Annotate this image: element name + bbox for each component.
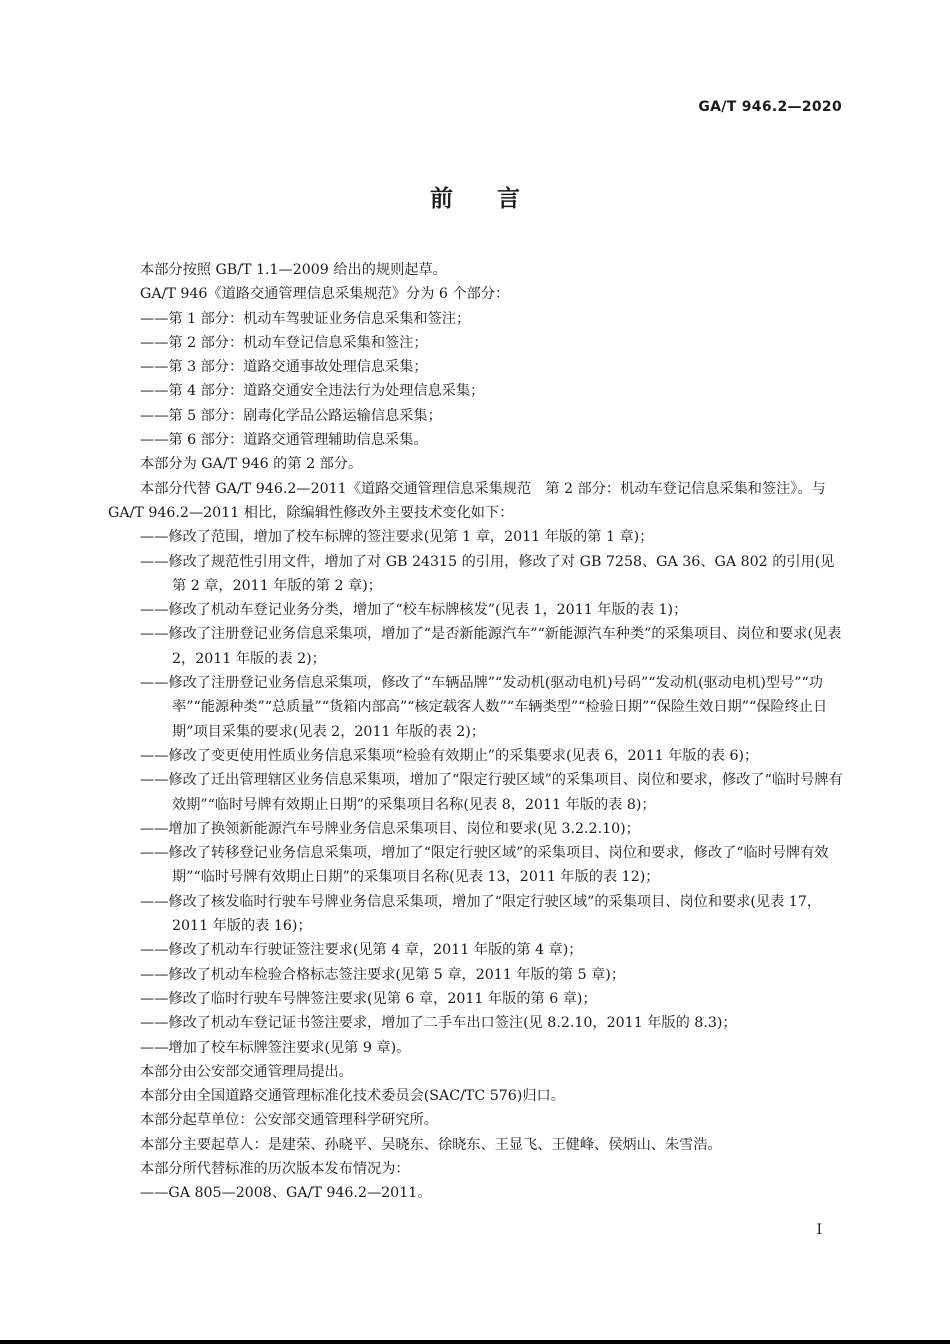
paragraph: GA/T 946《道路交通管理信息采集规范》分为 6 个部分： — [140, 286, 510, 303]
list-item: ——增加了换领新能源汽车号牌业务信息采集项目、岗位和要求(见 3.2.2.10)； — [140, 820, 640, 837]
list-item: ——修改了核发临时行驶车号牌业务信息采集项，增加了“限定行驶区域”的采集项目、岗位和要求(见表 17，2011 年版的表 16)； — [140, 893, 822, 935]
paragraph: 本部分为 GA/T 946 的第 2 部分。 — [140, 456, 363, 473]
list-item: ——修改了注册登记业务信息采集项，修改了“车辆品牌”“发动机(驱动电机)号码”“发动机(驱动电机)型号”“功率”“能源种类”“总质量”“货箱内部高”“核定载客人数”“车辆类型”“检验日期”“保险生效日期”“保险终止日期”项目采集的要求(见表 2，2011 年版的表 2)； — [140, 675, 828, 740]
list-item: ——第 3 部分：道路交通事故处理信息采集； — [140, 359, 428, 376]
list-item: ——第 6 部分：道路交通管理辅助信息采集。 — [140, 432, 428, 449]
list-item: ——修改了转移登记业务信息采集项，增加了“限定行驶区域”的采集项目、岗位和要求，修改了“临时号牌有效期”“临时号牌有效期止日期”的采集项目名称(见表 13，2011 年版的表 12)； — [140, 845, 829, 886]
list-item: ——第 4 部分：道路交通安全违法行为处理信息采集； — [140, 383, 485, 400]
paragraph: 本部分按照 GB/T 1.1—2009 给出的规则起草。 — [140, 262, 447, 278]
paragraph: ——GA 805—2008、GA/T 946.2—2011。 — [140, 1185, 432, 1202]
paragraph: 本部分所代替标准的历次版本发布情况为： — [140, 1160, 410, 1177]
list-item: ——修改了临时行驶车号牌签注要求(见第 6 章，2011 年版的第 6 章)； — [140, 990, 597, 1007]
paragraph: 本部分代替 GA/T 946.2—2011《道路交通管理信息采集规范 第 2 部分：机动车登记信息采集和签注》。与 GA/T 946.2—2011 相比，除编辑性修改外主要技术变化如下： — [108, 480, 826, 521]
paragraph: 本部分起草单位：公安部交通管理科学研究所。 — [140, 1112, 438, 1129]
list-item: ——修改了迁出管理辖区业务信息采集项，增加了“限定行驶区域”的采集项目、岗位和要求，修改了“临时号牌有效期”“临时号牌有效期止日期”的采集项目名称(见表 8，2011 年版的表 8)； — [140, 772, 843, 813]
list-item: ——修改了机动车登记业务分类，增加了“校车标牌核发”(见表 1，2011 年版的表 1)； — [140, 602, 688, 619]
list-item: ——修改了规范性引用文件，增加了对 GB 24315 的引用，修改了对 GB 7258、GA 36、GA 802 的引用(见第 2 章，2011 年版的第 2 章)； — [140, 553, 835, 594]
list-item: ——修改了注册登记业务信息采集项，增加了“是否新能源汽车”“新能源汽车种类”的采集项目、岗位和要求(见表 2，2011 年版的表 2)； — [140, 626, 842, 667]
document-body — [108, 258, 844, 1206]
list-item: ——第 1 部分：机动车驾驶证业务信息采集和签注； — [140, 310, 471, 327]
list-item: ——增加了校车标牌签注要求(见第 9 章)。 — [140, 1039, 411, 1056]
list-item: ——第 2 部分：机动车登记信息采集和签注； — [140, 334, 428, 351]
list-item: ——修改了变更使用性质业务信息采集项“检验有效期止”的采集要求(见表 6，2011 年版的表 6)； — [140, 747, 759, 764]
page-title: 前言 — [430, 186, 564, 212]
paragraph: 本部分由全国道路交通管理标准化技术委员会(SAC/TC 576)归口。 — [140, 1088, 565, 1105]
list-item: ——修改了机动车行驶证签注要求(见第 4 章，2011 年版的第 4 章)； — [140, 942, 583, 959]
paragraph: 本部分由公安部交通管理局提出。 — [140, 1063, 353, 1080]
page-number: I — [816, 1222, 822, 1238]
list-item: ——修改了范围，增加了校车标牌的签注要求(见第 1 章，2011 年版的第 1 章)； — [140, 529, 654, 546]
list-item: ——第 5 部分：剧毒化学品公路运输信息采集； — [140, 407, 442, 424]
standard-number: GA/T 946.2—2020 — [698, 99, 842, 115]
list-item: ——修改了机动车检验合格标志签注要求(见第 5 章，2011 年版的第 5 章)； — [140, 966, 626, 983]
paragraph: 本部分主要起草人：是建荣、孙晓平、吴晓东、徐晓东、王显飞、王健峰、侯炳山、朱雪浩。 — [140, 1136, 722, 1153]
list-item: ——修改了机动车登记证书签注要求，增加了二手车出口签注(见 8.2.10，2011 年版的 8.3)； — [140, 1015, 737, 1032]
page-bottom-border — [0, 1340, 950, 1344]
